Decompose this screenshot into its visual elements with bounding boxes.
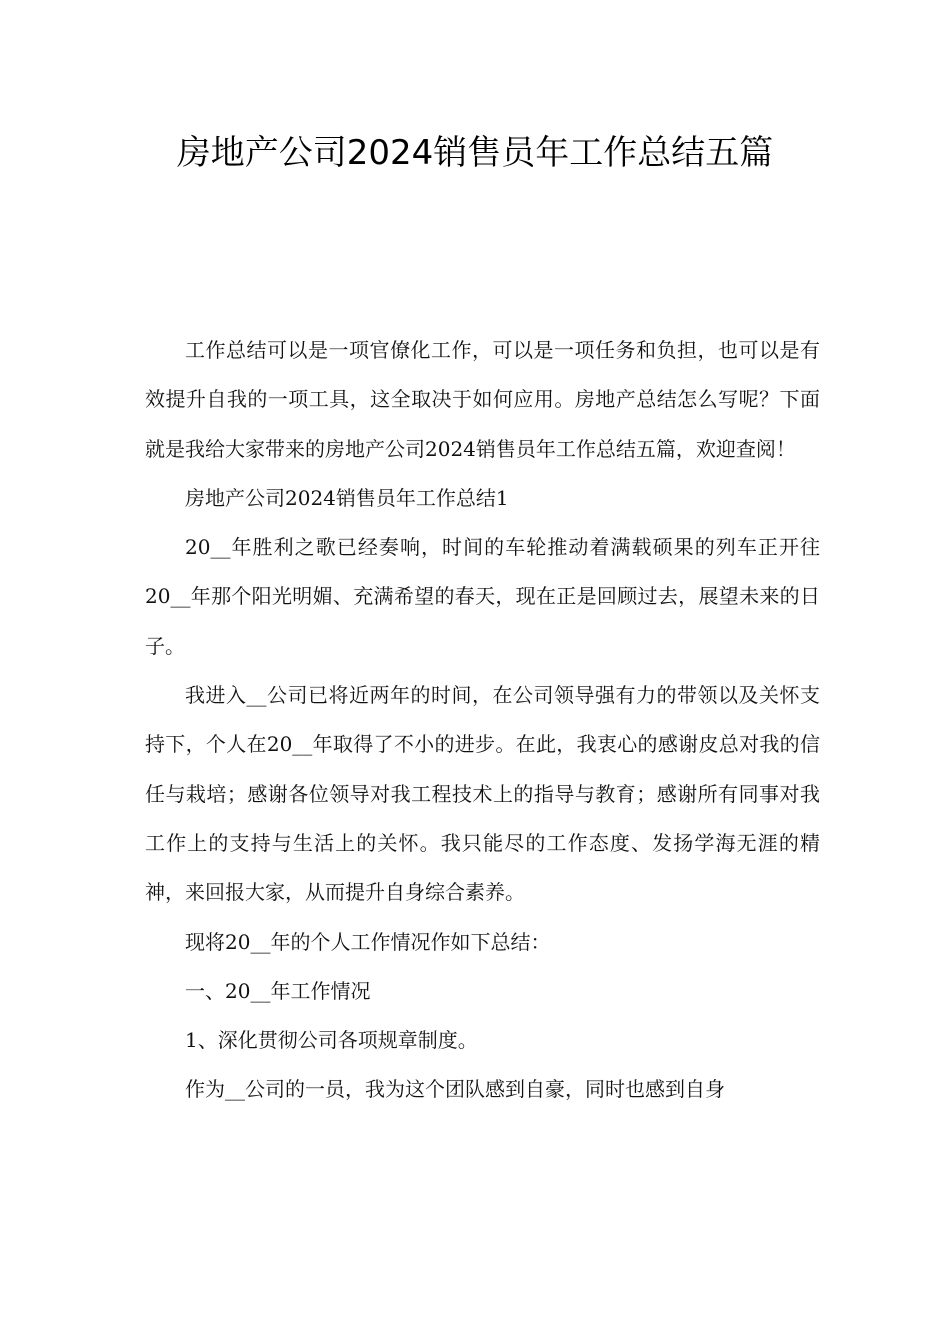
document-title: 房地产公司2024销售员年工作总结五篇 bbox=[176, 133, 774, 173]
body-paragraph: 我进入__公司已将近两年的时间，在公司领导强有力的带领以及关怀支持下，个人在20__年取得了不小的进步。在此，我衷心的感谢皮总对我的信任与栽培；感谢各位领导对我工程技术上的指导与教育；感谢所有同事对我工作上的支持与生活上的关怀。我只能尽的工作态度、发扬学海无涯的精神，来回报大家，从而提升自身综合素养。 bbox=[145, 683, 820, 905]
document-body bbox=[145, 326, 820, 1115]
body-paragraph: 作为__公司的一员，我为这个团队感到自豪，同时也感到自身 bbox=[185, 1077, 725, 1102]
intro-paragraph: 工作总结可以是一项官僚化工作，可以是一项任务和负担，也可以是有效提升自我的一项工具，这全取决于如何应用。房地产总结怎么写呢？下面就是我给大家带来的房地产公司2024销售员年工作总结五篇，欢迎查阅！ bbox=[145, 338, 820, 461]
body-paragraph: 现将20__年的个人工作情况作如下总结： bbox=[185, 929, 551, 954]
list-item-heading: 1、深化贯彻公司各项规章制度。 bbox=[185, 1028, 478, 1053]
subsection-heading: 一、20__年工作情况 bbox=[185, 978, 371, 1003]
section-heading: 房地产公司2024销售员年工作总结1 bbox=[185, 485, 509, 510]
body-paragraph: 20__年胜利之歌已经奏响，时间的车轮推动着满载硕果的列车正开往20__年那个阳光明媚、充满希望的春天，现在正是回顾过去，展望未来的日子。 bbox=[145, 535, 820, 658]
